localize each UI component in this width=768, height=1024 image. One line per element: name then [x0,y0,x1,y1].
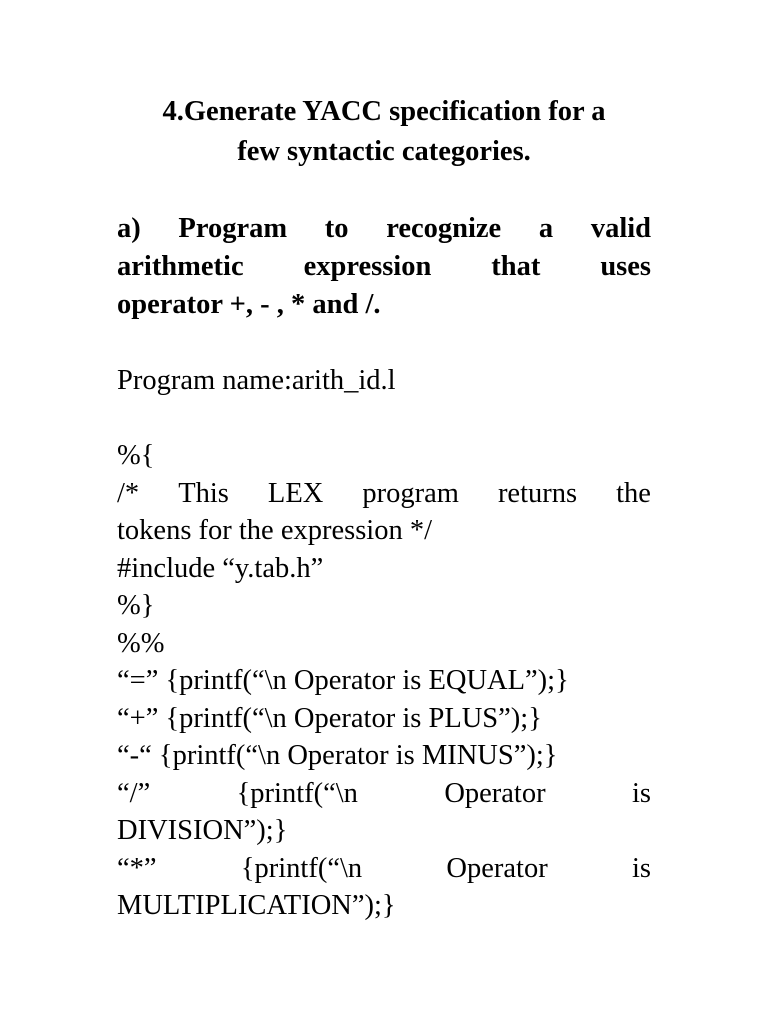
page-title [117,92,651,172]
word: valid [590,213,651,244]
code-line-rule-plus: “+” {printf(“\n Operator is PLUS”);} [117,702,542,734]
word: is [631,777,651,809]
word: the [616,477,651,509]
code-line-open-decl: %{ [117,440,155,471]
code-line-rule-div-1 [117,775,651,813]
title-line-2: few syntactic categories. [237,136,531,167]
word: a [538,213,554,244]
word: “*” [117,852,157,884]
code-line-close-decl: %} [117,590,155,621]
word: expression [303,251,432,282]
code-line-rule-div-2: DIVISION”);} [117,815,288,846]
program-name: Program name:arith_id.l [117,365,396,396]
word: to [324,213,349,244]
word: uses [600,251,651,282]
word: a) [117,213,141,244]
section-heading-line-3: operator +, - , * and /. [117,289,381,320]
word: This [178,477,229,509]
document-page [117,92,651,925]
section-heading-line-1 [117,210,651,248]
code-line-comment-1 [117,475,651,513]
word: recognize [386,213,502,244]
title-line-1: 4.Generate YACC specification for a [162,96,606,127]
word: Program [178,213,288,244]
word: program [362,477,459,509]
word: is [631,852,651,884]
code-line-rules-sep: %% [117,627,165,659]
code-line-rule-mul-1 [117,850,651,888]
word: {printf(“\n [240,852,363,884]
section-heading [117,210,651,324]
word: returns [497,477,578,509]
word: LEX [267,477,324,509]
section-heading-line-2 [117,248,651,286]
word: {printf(“\n [236,777,358,809]
word: “/” [117,777,151,809]
word: that [491,251,541,282]
code-line-rule-mul-2: MULTIPLICATION”);} [117,890,396,921]
word: arithmetic [117,251,244,282]
code-line-rule-equal: “=” {printf(“\n Operator is EQUAL”);} [117,665,569,696]
code-line-include: #include “y.tab.h” [117,552,324,584]
word: Operator [446,852,548,884]
word: Operator [444,777,546,809]
code-listing [117,437,651,925]
code-line-comment-2: tokens for the expression */ [117,515,433,546]
word: /* [117,477,140,509]
code-line-rule-minus: “-“ {printf(“\n Operator is MINUS”);} [117,740,558,771]
